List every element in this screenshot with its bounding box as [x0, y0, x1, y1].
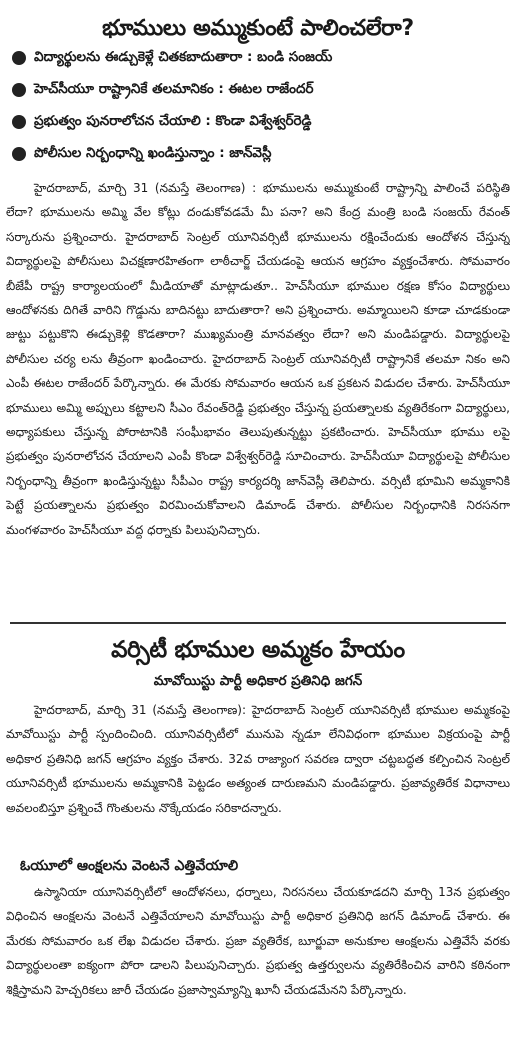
- bullet-text: ప్రభుత్వం పునరాలోచన చేయాలి : కొండా విశ్వేశ్వర్‌రెడ్డి: [34, 112, 312, 129]
- bullet-dot-icon: [12, 147, 26, 161]
- headline-second: వర్సిటీ భూముల అమ్మకం హేయం: [111, 637, 405, 663]
- section-divider: [10, 622, 506, 624]
- bullet-text: హెచ్‌సీయూ రాష్ట్రానికే తలమానికం : ఈటల రాజేందర్: [34, 80, 314, 97]
- bullet-dot-icon: [12, 51, 26, 65]
- bullet-point: [12, 140, 506, 168]
- article-body-1: హైదరాబాద్, మార్చి 31 (నమస్తే తెలంగాణ) : భూములను అమ్ముకుంటే రాష్ట్రాన్ని పాలించే పరిస్థితి లేదా? భూములను అమ్మి వేల కోట్లు దండుకోవడమే మీ పనా? అని కేంద్ర మంత్రి బండి సంజయ్ రేవంత్ సర్కారును ప్రశ్నించారు. హైదరాబాద్ సెంట్రల్ యూనివర్సిటీ భూములను రక్షించేందుకు ఆందోళన చేస్తున్న విద్యార్థులపై పోలీసులు విచక్షణారహితంగా లాఠీచార్జ్ చేయడంపై ఆయన ఆగ్రహం వ్యక్తంచేశారు. సోమవారం బీజేపీ రాష్ట్ర కార్యాలయంలో మీడియాతో మాట్లాడుతూ.. హెచ్‌సీయూ భూముల రక్షణ కోసం విద్యార్థులు ఆందోళనకు దిగితే వారిని గొడ్డును బాదినట్టు బాదుతారా? అని ప్రశ్నించారు. అమ్మాయిలని కూడా చూడకుండా జుట్టు పట్టుకొని ఈడ్చుకెళ్లి కొడతారా? ముఖ్యమంత్రి మానవత్వం లేదా? అని మండిపడ్డారు. విద్యార్థులపై పోలీసుల చర్య లను తీవ్రంగా ఖండించారు. హైదరాబాద్ సెంట్రల్ యూనివర్సిటీ రాష్ట్రానికే తలమా నికం అని ఎంపీ ఈటల రాజేందర్ పేర్కొన్నారు. ఈ మేరకు సోమవారం ఆయన ఒక ప్రకటన విడుదల చేశారు. హెచ్‌సీయూ భూములు అమ్మి అప్పులు కట్టాలని సీఎం రేవంత్‌రెడ్డి ప్రభుత్వం చేస్తున్న ప్రయత్నాలకు వ్యతిరేకంగా విద్యార్థులు, అధ్యాపకులు చేస్తున్న పోరాటానికి సంఘీభావం తెలుపుతున్నట్టు ప్రకటించారు. హెచ్‌సీయూ భూము లపై ప్రభుత్వం పునరాలోచన చేయాలని ఎంపీ కొండా విశ్వేశ్వర్‌రెడ్డి సూచించారు. హెచ్‌సీయూ విద్యార్థులపై పోలీసుల నిర్బంధాన్ని తీవ్రంగా ఖండిస్తున్నట్టు సీపీఎం రాష్ట్ర కార్యదర్శి జాన్‌వెస్లీ తెలిపారు. వర్సిటీ భూమిని అమ్మకానికి పెట్టే ప్రయత్నాలను ప్రభుత్వం విరమించుకోవాలని డిమాండ్ చేశారు. పోలీసుల నిర్బంధానికి నిరసనగా మంగళవారం హెచ్‌సీయూ వద్ద ధర్నాకు పిలుపునిచ్చారు.: [6, 181, 510, 537]
- bullet-dot-icon: [12, 83, 26, 97]
- article-body-2: హైదరాబాద్, మార్చి 31 (నమస్తే తెలంగాణ): హైదరాబాద్ సెంట్రల్ యూనివర్సిటీ భూముల అమ్మకంపై మావోయిస్టు పార్టీ స్పందించింది. యూనివర్సిటీలో మునుపె న్నడూ లేనివిధంగా భూముల విక్రయంపై పార్టీ అధికార ప్రతినిధి జగన్ ఆగ్రహం వ్యక్తం చేశారు. 32వ రాజ్యాంగ సవరణ ద్వారా చట్టబద్ధత కల్పించిన సెంట్రల్ యూనివర్సిటీ భూములను అమ్మకానికి పెట్టడం అత్యంత దారుణమని మండిపడ్డారు. ప్రజావ్యతిరేక విధానాలు అవలంబిస్తూ ప్రశ్నించే గొంతులను నొక్కేయడం సరికాదన్నారు.: [6, 703, 510, 815]
- article-body-3: ఉస్మానియా యూనివర్సిటీలో ఆందోళనలు, ధర్నాలు, నిరసనలు చేయకూడదని మార్చి 13న ప్రభుత్వం విధించిన ఆంక్షలను వెంటనే ఎత్తివేయాలని మావోయిస్టు పార్టీ అధికార ప్రతినిధి జగన్ డిమాండ్ చేశారు. ఈ మేరకు సోమవారం ఒక లేఖ విడుదల చేశారు. ప్రజా వ్యతిరేక, బూర్జువా అనుకూల ఆంక్షలను ఎత్తివేసే వరకు విద్యార్థులంతా ఐక్యంగా పోరా డాలని పిలుపునిచ్చారు. ప్రభుత్వ ఉత్తర్వులను వ్యతిరేకించిన వారిని కఠినంగా శిక్షిస్తామని హెచ్చరికలు జారీ చేయడం ప్రజాస్వామ్యాన్ని ఖూనీ చేయడమేనని పేర్కొన్నారు.: [6, 885, 510, 997]
- subheading: ఓయూలో ఆంక్షలను వెంటనే ఎత్తివేయాలి: [20, 858, 239, 874]
- byline: మావోయిస్టు పార్టీ అధికార ప్రతినిధి జగన్: [153, 673, 363, 689]
- headline-main: భూములు అమ్ముకుంటే పాలించలేరా?: [102, 16, 414, 41]
- bullet-point: [12, 44, 506, 72]
- bullet-dot-icon: [12, 115, 26, 129]
- bullet-point: [12, 76, 506, 104]
- bullet-point: [12, 108, 506, 136]
- bullet-text: పోలీసుల నిర్బంధాన్ని ఖండిస్తున్నాం : జాన్‌వెస్లీ: [34, 144, 272, 161]
- bullet-text: విద్యార్థులను ఈడ్చుకెళ్లే చితకబాదుతారా : బండి సంజయ్: [34, 48, 333, 65]
